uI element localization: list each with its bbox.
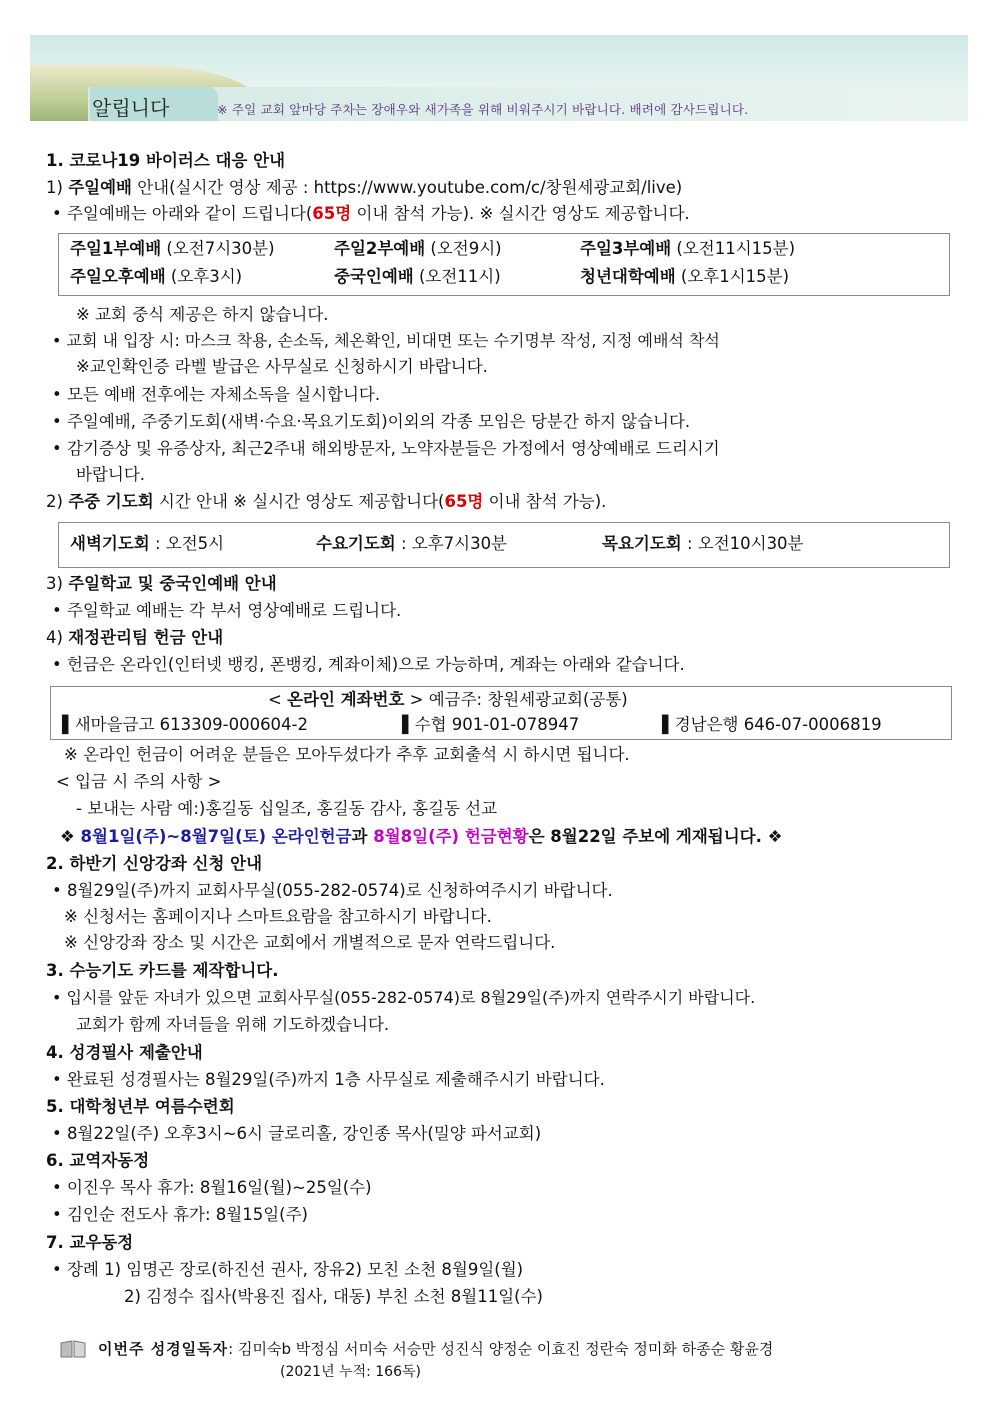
symptom-note: • 감기증상 및 유증상자, 최근2주내 해외방문자, 노약자분들은 가정에서 영상예배로 드리시기 bbox=[52, 439, 720, 458]
member-label-note: ※교인확인증 라벨 발급은 사무실로 신청하시기 바랍니다. bbox=[76, 357, 488, 376]
exam-prayer-note-cont: 교회가 함께 자녀들을 위해 기도하겠습니다. bbox=[76, 1015, 390, 1034]
gatherings-note: • 주일예배, 주중기도회(새벽·수요·목요기도회)이외의 각종 모임은 당분간 하지 않습니다. bbox=[52, 412, 691, 431]
offline-offering-note: ※ 온라인 헌금이 어려운 분들은 모아두셨다가 추후 교회출석 시 하시면 됩니다. bbox=[64, 745, 630, 764]
sub-2-title: 2) 주중 기도회 시간 안내 ※ 실시간 영상도 제공합니다(65명 이내 참석 가능). bbox=[46, 492, 607, 511]
section-6-heading: 6. 교역자동정 bbox=[46, 1151, 150, 1170]
service-6: 청년대학예배 (오후1시15분) bbox=[580, 267, 790, 286]
staff-leave-2: • 김인순 전도사 휴가: 8월15일(주) bbox=[52, 1205, 308, 1224]
page-title: 알립니다 bbox=[92, 96, 170, 120]
service-2: 주일2부예배 (오전9시) bbox=[334, 239, 502, 258]
lecture-note-1: ※ 신청서는 홈페이지나 스마트요람을 참고하시기 바랍니다. bbox=[64, 907, 492, 926]
sunday-school-note: • 주일학교 예배는 각 부서 영상예배로 드립니다. bbox=[52, 601, 402, 620]
worship-attendance-note: • 주일예배는 아래와 같이 드립니다(65명 이내 참석 가능). ※ 실시간 영상도 제공합니다. bbox=[52, 204, 690, 223]
offering-note: • 헌금은 온라인(인터넷 뱅킹, 폰뱅킹, 계좌이체)으로 가능하며, 계좌는 아래와 같습니다. bbox=[52, 655, 685, 674]
parking-notice: ※ 주일 교회 앞마당 주차는 장애우와 새가족을 위해 비워주시기 바랍니다. 배려에 감사드립니다. bbox=[217, 102, 749, 117]
symptom-note-cont: 바랍니다. bbox=[76, 465, 146, 484]
account-suhyup: ▌수협 901-01-078947 bbox=[402, 715, 580, 734]
section-5-heading: 5. 대학청년부 여름수련회 bbox=[46, 1097, 235, 1116]
section-7-heading: 7. 교우동정 bbox=[46, 1233, 134, 1252]
exam-prayer-note: • 입시를 앞둔 자녀가 있으면 교회사무실(055-282-0574)로 8월29일(주)까지 연락주시기 바랍니다. bbox=[52, 988, 756, 1007]
prayer-2: 수요기도회 : 오후7시30분 bbox=[316, 534, 508, 553]
book-icon bbox=[60, 1340, 86, 1358]
service-5: 중국인예배 (오전11시) bbox=[334, 267, 501, 286]
sub-4-title: 4) 재정관리팀 헌금 안내 bbox=[46, 628, 224, 647]
account-saemaul: ▌새마을금고 613309-000604-2 bbox=[62, 715, 309, 734]
lecture-signup: • 8월29일(주)까지 교회사무실(055-282-0574)로 신청하여주시기 바랍니다. bbox=[52, 881, 613, 900]
service-1: 주일1부예배 (오전7시30분) bbox=[70, 239, 275, 258]
funeral-2: 2) 김정수 집사(박용진 집사, 대동) 부친 소천 8월11일(수) bbox=[124, 1287, 543, 1306]
caution-item: - 보내는 사람 예:)홍길동 십일조, 홍길동 감사, 홍길동 선교 bbox=[76, 799, 498, 818]
lunch-note: ※ 교회 중식 제공은 하지 않습니다. bbox=[76, 305, 329, 324]
sub-3-title: 3) 주일학교 및 중국인예배 안내 bbox=[46, 574, 277, 593]
funeral-1: • 장례 1) 임명곤 장로(하진선 권사, 장유2) 모친 소천 8월9일(월) bbox=[52, 1260, 524, 1279]
bible-readers-line: 이번주 성경일독자: 김미숙b 박정심 서미숙 서승만 성진식 양정순 이효진 정란숙 정미화 하종순 황윤경 bbox=[98, 1340, 774, 1358]
account-kyongnam: ▌경남은행 646-07-0006819 bbox=[662, 715, 882, 734]
lecture-note-2: ※ 신앙강좌 장소 및 시간은 교회에서 개별적으로 문자 연락드립니다. bbox=[64, 933, 556, 952]
section-1-heading: 1. 코로나19 바이러스 대응 안내 bbox=[46, 151, 286, 170]
bible-readers-total: (2021년 누적: 166독) bbox=[280, 1364, 421, 1380]
service-3: 주일3부예배 (오전11시15분) bbox=[580, 239, 796, 258]
section-3-heading: 3. 수능기도 카드를 제작합니다. bbox=[46, 961, 279, 980]
disinfection-note: • 모든 예배 전후에는 자체소독을 실시합니다. bbox=[52, 385, 381, 404]
staff-leave-1: • 이진우 목사 휴가: 8월16일(월)~25일(수) bbox=[52, 1178, 372, 1197]
section-2-heading: 2. 하반기 신앙강좌 신청 안내 bbox=[46, 854, 263, 873]
offering-report-highlight: ❖ 8월1일(주)~8월7일(토) 온라인헌금과 8월8일(주) 헌금현황은 8월22일 주보에 게재됩니다. ❖ bbox=[60, 827, 783, 846]
prayer-1: 새벽기도회 : 오전5시 bbox=[70, 534, 225, 553]
bible-copy-note: • 완료된 성경필사는 8월29일(주)까지 1층 사무실로 제출해주시기 바랍니다. bbox=[52, 1070, 605, 1089]
prayer-3: 목요기도회 : 오전10시30분 bbox=[602, 534, 804, 553]
account-heading: < 온라인 계좌번호 > 예금주: 창원세광교회(공통) bbox=[268, 690, 628, 709]
service-4: 주일오후예배 (오후3시) bbox=[70, 267, 243, 286]
caution-heading: < 입금 시 주의 사항 > bbox=[56, 772, 222, 791]
retreat-note: • 8월22일(주) 오후3시~6시 글로리홀, 강인종 목사(밀양 파서교회) bbox=[52, 1124, 542, 1143]
entry-rules: • 교회 내 입장 시: 마스크 착용, 손소독, 체온확인, 비대면 또는 수기명부 작성, 지정 예배석 착석 bbox=[52, 331, 720, 350]
section-4-heading: 4. 성경필사 제출안내 bbox=[46, 1043, 203, 1062]
sub-1-title: 1) 주일예배 안내(실시간 영상 제공 : https://www.youtube.com/c/창원세광교회/live) bbox=[46, 178, 683, 197]
